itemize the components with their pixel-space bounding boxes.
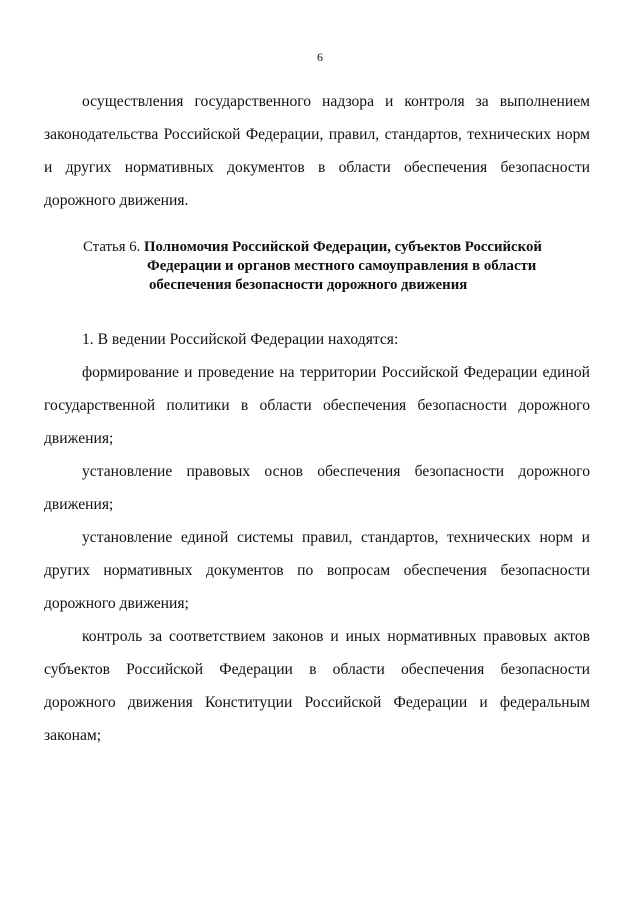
article-body [44,323,590,752]
paragraph-item-1: 1. В ведении Российской Федерации находятся: [82,331,399,348]
article-heading [83,238,563,295]
page-number: 6 [317,50,323,64]
paragraph-compliance-control: контроль за соответствием законов и иных нормативных правовых актов субъектов Российской Федерации в области обеспечения безопасности дорожного движения Конституции Российской Федерации и федеральным законам; [44,628,590,744]
article-number: Статья 6. [83,239,141,255]
intro-paragraph: осуществления государственного надзора и контроля за выполнением законодательства Российской Федерации, правил, стандартов, технических норм и других нормативных документов в области обеспечения безопасности дорожного движения. [44,93,590,209]
article-title-line-1: Полномочия Российской Федерации, субъектов Российской [144,239,542,255]
article-title-line-2: Федерации и органов местного самоуправления в области [147,258,537,274]
intro-block [44,85,590,217]
article-heading-line-1 [83,238,563,257]
paragraph-legal-basis: установление правовых основ обеспечения безопасности дорожного движения; [44,463,590,513]
article-title-line-3: обеспечения безопасности дорожного движения [149,277,468,293]
paragraph-unified-system: установление единой системы правил, стандартов, технических норм и других нормативных документов по вопросам обеспечения безопасности дорожного движения; [44,529,590,612]
paragraph-policy: формирование и проведение на территории Российской Федерации единой государственной политики в области обеспечения безопасности дорожного движения; [44,364,590,447]
